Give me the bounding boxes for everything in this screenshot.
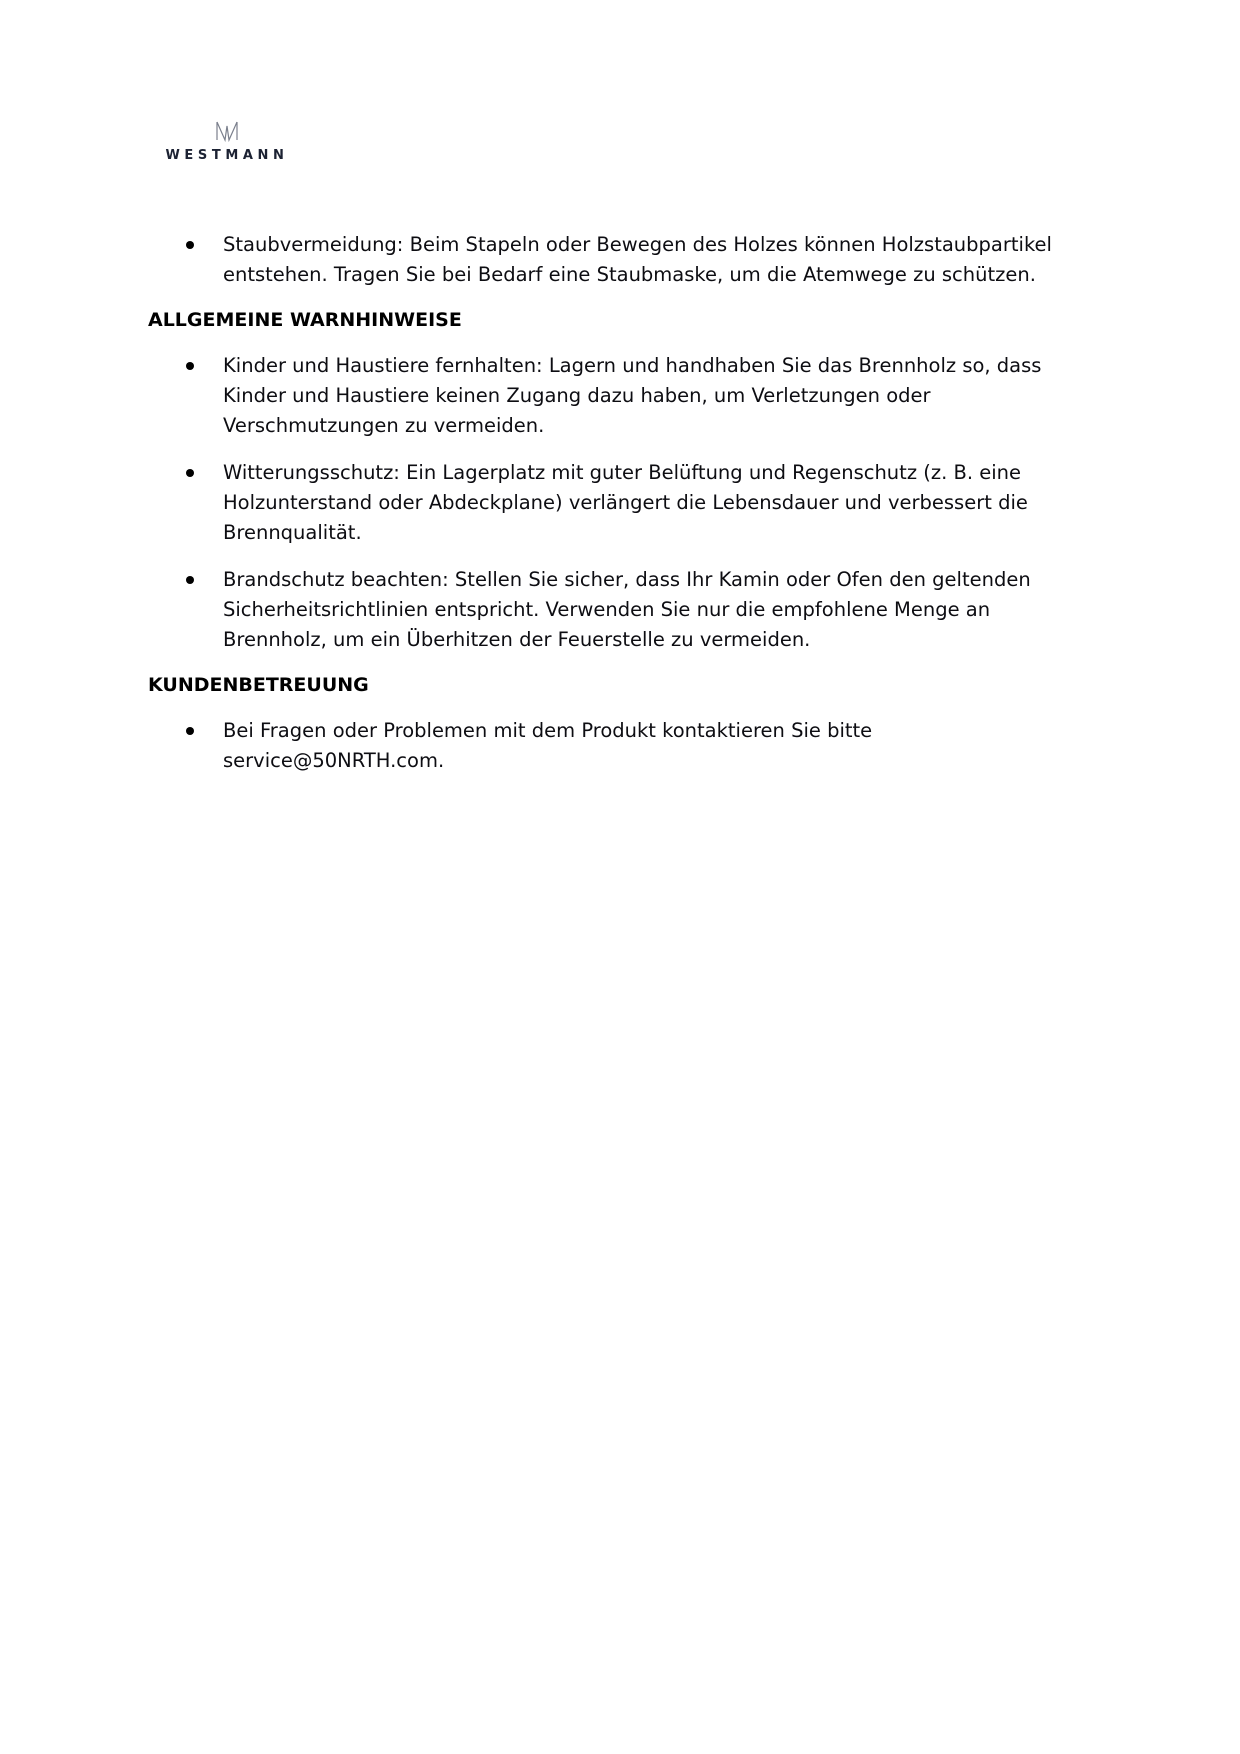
list-item-text: Bei Fragen oder Problemen mit dem Produkt kontaktieren Sie bitte service@50NRTH.com.: [223, 719, 873, 772]
list-item-text: Staubvermeidung: Beim Stapeln oder Bewegen des Holzes können Holzstaubpartikel entstehen. Tragen Sie bei Bedarf eine Staubmaske, um die Atemwege zu schützen.: [223, 233, 1052, 286]
bullet-icon: [186, 362, 194, 370]
list-item: [148, 351, 1088, 441]
section-heading-support: KUNDENBETREUUNG: [148, 674, 369, 696]
bullet-icon: [186, 469, 194, 477]
bullet-icon: [186, 576, 194, 584]
bullet-icon: [186, 241, 194, 249]
list-item: [148, 458, 1088, 548]
list-item: [148, 716, 1088, 776]
list-item-text: Kinder und Haustiere fernhalten: Lagern und handhaben Sie das Brennholz so, dass Kinder und Haustiere keinen Zugang dazu haben, um Verletzungen oder Verschmutzungen zu vermeiden.: [223, 354, 1042, 437]
list-item: [148, 565, 1088, 655]
support-list: [148, 716, 1088, 776]
intro-list: [148, 230, 1088, 290]
warnings-list: [148, 351, 1088, 655]
monogram-icon: [214, 120, 240, 142]
list-item-text: Witterungsschutz: Ein Lagerplatz mit guter Belüftung und Regenschutz (z. B. eine Holzunterstand oder Abdeckplane) verlängert die Lebensdauer und verbessert die Brennqualität.: [223, 461, 1028, 544]
section-heading-warnings: ALLGEMEINE WARNHINWEISE: [148, 309, 462, 331]
bullet-icon: [186, 727, 194, 735]
brand-wordmark: WESTMANN: [165, 148, 289, 163]
list-item-text: Brandschutz beachten: Stellen Sie sicher, dass Ihr Kamin oder Ofen den geltenden Sicherheitsrichtlinien entspricht. Verwenden Sie nur die empfohlene Menge an Brennholz, um ein Überhitzen der Feuerstelle zu vermeiden.: [223, 568, 1031, 651]
brand-logo: [159, 120, 295, 168]
list-item: [148, 230, 1088, 290]
document-body: [148, 230, 1088, 793]
